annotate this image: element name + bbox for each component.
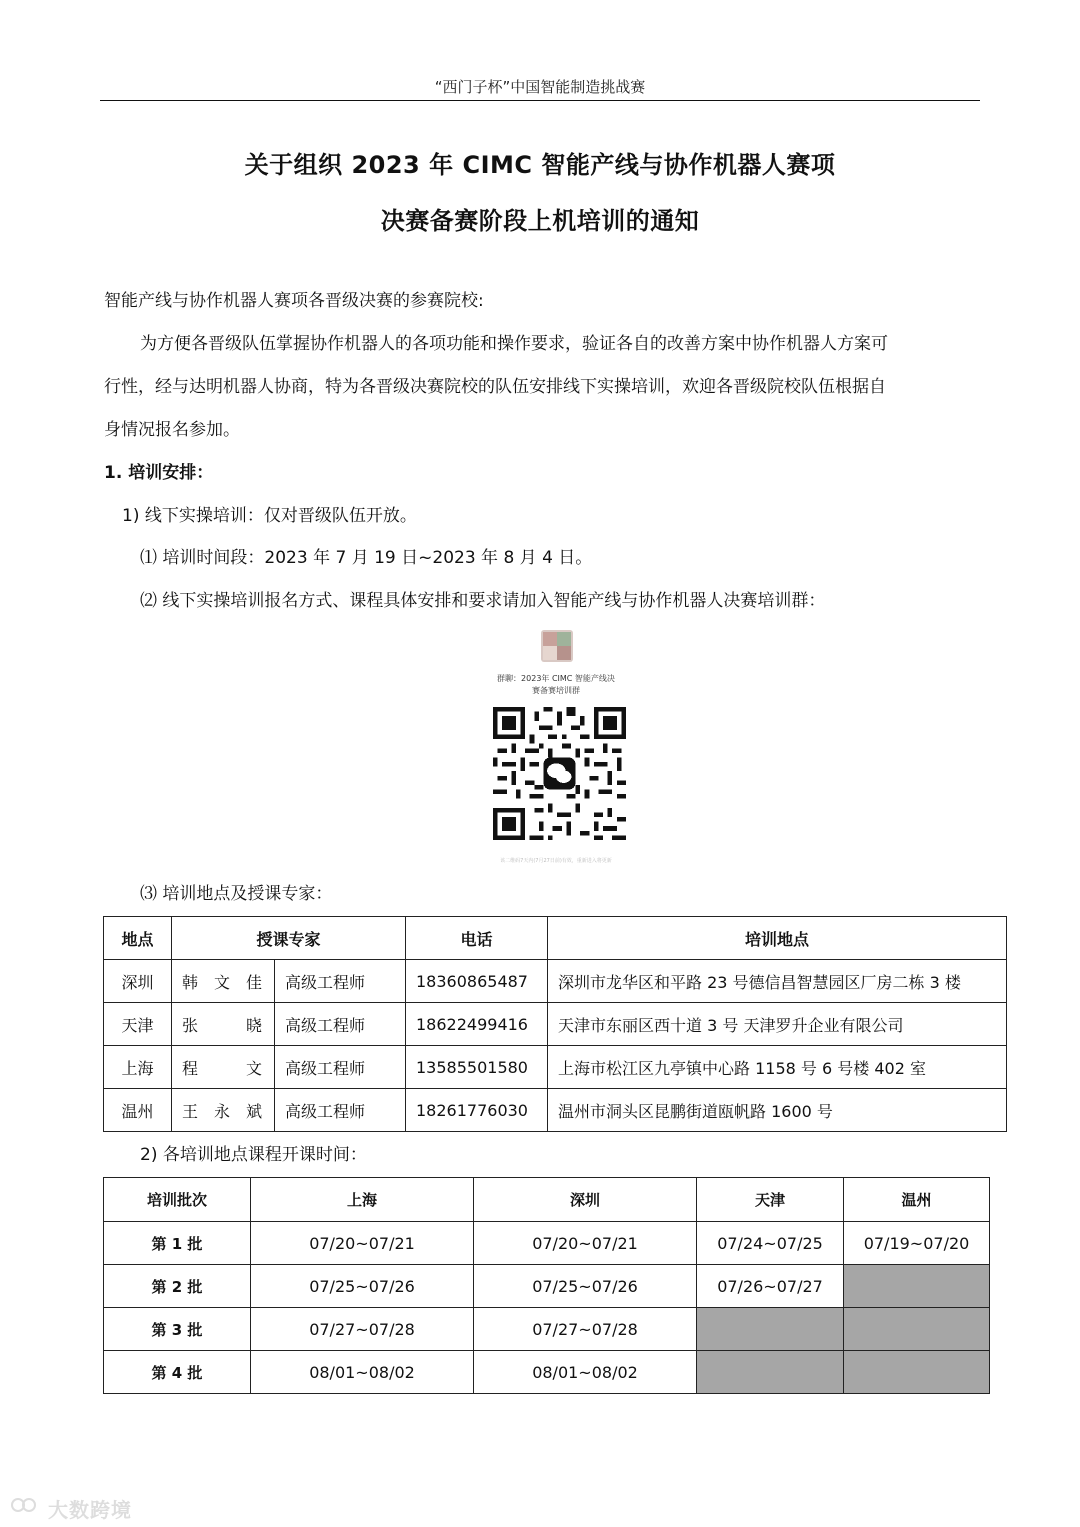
section-heading-training: 1. 培训安排：: [104, 463, 214, 483]
expert-name-cell: 张 晓: [172, 1003, 275, 1046]
address-cell: 深圳市龙华区和平路 23 号德信昌智慧园区厂房二栋 3 楼: [548, 960, 1007, 1003]
date-cell: 07/19~07/20: [844, 1222, 990, 1265]
table-row: [104, 1265, 990, 1308]
city-cell: 上海: [104, 1046, 172, 1089]
expert-title-cell: 高级工程师: [275, 1003, 406, 1046]
watermark-logo-icon: [10, 1494, 44, 1516]
expert-name-cell: 韩 文 佳: [172, 960, 275, 1003]
phone-cell: 13585501580: [406, 1046, 548, 1089]
expert-title-cell: 高级工程师: [275, 1046, 406, 1089]
schedule-table: [103, 1177, 990, 1394]
date-cell: 07/25~07/26: [474, 1265, 697, 1308]
table-header-row: [104, 917, 1007, 960]
city-cell: 温州: [104, 1089, 172, 1132]
date-cell: 07/20~07/21: [251, 1222, 474, 1265]
table-row: [104, 960, 1007, 1003]
item-course-schedule: 2) 各培训地点课程开课时间：: [140, 1145, 367, 1165]
table-row: [104, 1089, 1007, 1132]
address-cell: 上海市松江区九亭镇中心路 1158 号 6 号楼 402 室: [548, 1046, 1007, 1089]
city-cell: 深圳: [104, 960, 172, 1003]
column-header: 培训地点: [548, 917, 1007, 960]
group-name: 群聊：2023年 CIMC 智能产线决 赛备赛培训群: [497, 674, 615, 695]
table-row: [104, 1046, 1007, 1089]
date-cell: 08/01~08/02: [474, 1351, 697, 1394]
column-header: 培训批次: [104, 1178, 251, 1222]
batch-cell: 第 4 批: [104, 1351, 251, 1394]
table-row: [104, 1222, 990, 1265]
date-cell: 08/01~08/02: [251, 1351, 474, 1394]
expert-name-cell: 王 永 斌: [172, 1089, 275, 1132]
date-cell: 07/27~07/28: [251, 1308, 474, 1351]
salutation: 智能产线与协作机器人赛项各晋级决赛的参赛院校:: [104, 291, 484, 311]
header-divider: [100, 100, 980, 101]
column-header: 天津: [697, 1178, 844, 1222]
document-title-line-1: 关于组织 2023 年 CIMC 智能产线与协作机器人赛项: [244, 151, 836, 179]
table-row: [104, 1308, 990, 1351]
table-row: [104, 1351, 990, 1394]
group-avatar: [541, 630, 573, 662]
date-cell: 07/25~07/26: [251, 1265, 474, 1308]
expert-title-cell: 高级工程师: [275, 960, 406, 1003]
experts-table: [103, 916, 1007, 1132]
phone-cell: 18360865487: [406, 960, 548, 1003]
column-header: 深圳: [474, 1178, 697, 1222]
item-offline-training: 1) 线下实操培训：仅对晋级队伍开放。: [122, 506, 417, 526]
qr-caption: 该二维码7天内(7月27日前)有效，重新进入将更新: [500, 858, 612, 864]
sub-item-registration: ⑵ 线下实操培训报名方式、课程具体安排和要求请加入智能产线与协作机器人决赛培训群：: [140, 591, 826, 611]
table-row: [104, 1003, 1007, 1046]
column-header: 地点: [104, 917, 172, 960]
unavailable-cell: [844, 1265, 990, 1308]
date-cell: 07/27~07/28: [474, 1308, 697, 1351]
document-title-line-2: 决赛备赛阶段上机培训的通知: [380, 207, 700, 235]
sub-item-locations: ⑶ 培训地点及授课专家：: [140, 884, 333, 904]
page-header: “西门子杯”中国智能制造挑战赛: [434, 78, 646, 96]
sub-item-training-period: ⑴ 培训时间段：2023 年 7 月 19 日~2023 年 8 月 4 日。: [140, 548, 593, 568]
column-header: 电话: [406, 917, 548, 960]
date-cell: 07/20~07/21: [474, 1222, 697, 1265]
phone-cell: 18622499416: [406, 1003, 548, 1046]
address-cell: 温州市洞头区昆鹏街道瓯帆路 1600 号: [548, 1089, 1007, 1132]
column-header: 上海: [251, 1178, 474, 1222]
watermark-text: 大数跨境: [48, 1498, 132, 1522]
column-header: 授课专家: [172, 917, 406, 960]
date-cell: 07/26~07/27: [697, 1265, 844, 1308]
batch-cell: 第 2 批: [104, 1265, 251, 1308]
batch-cell: 第 3 批: [104, 1308, 251, 1351]
table-header-row: [104, 1178, 990, 1222]
paragraph-line-2: 行性，经与达明机器人协商，特为各晋级决赛院校的队伍安排线下实操培训，欢迎各晋级院校队伍根据自: [104, 377, 886, 397]
address-cell: 天津市东丽区西十道 3 号 天津罗升企业有限公司: [548, 1003, 1007, 1046]
qr-code-icon[interactable]: [493, 707, 626, 840]
unavailable-cell: [844, 1308, 990, 1351]
unavailable-cell: [697, 1351, 844, 1394]
unavailable-cell: [844, 1351, 990, 1394]
expert-name-cell: 程 文: [172, 1046, 275, 1089]
date-cell: 07/24~07/25: [697, 1222, 844, 1265]
unavailable-cell: [697, 1308, 844, 1351]
expert-title-cell: 高级工程师: [275, 1089, 406, 1132]
paragraph-line-3: 身情况报名参加。: [104, 420, 240, 440]
city-cell: 天津: [104, 1003, 172, 1046]
batch-cell: 第 1 批: [104, 1222, 251, 1265]
wechat-group-qr-card[interactable]: [476, 625, 636, 869]
column-header: 温州: [844, 1178, 990, 1222]
phone-cell: 18261776030: [406, 1089, 548, 1132]
paragraph-line-1: 为方便各晋级队伍掌握协作机器人的各项功能和操作要求，验证各自的改善方案中协作机器人方案可: [140, 334, 888, 354]
